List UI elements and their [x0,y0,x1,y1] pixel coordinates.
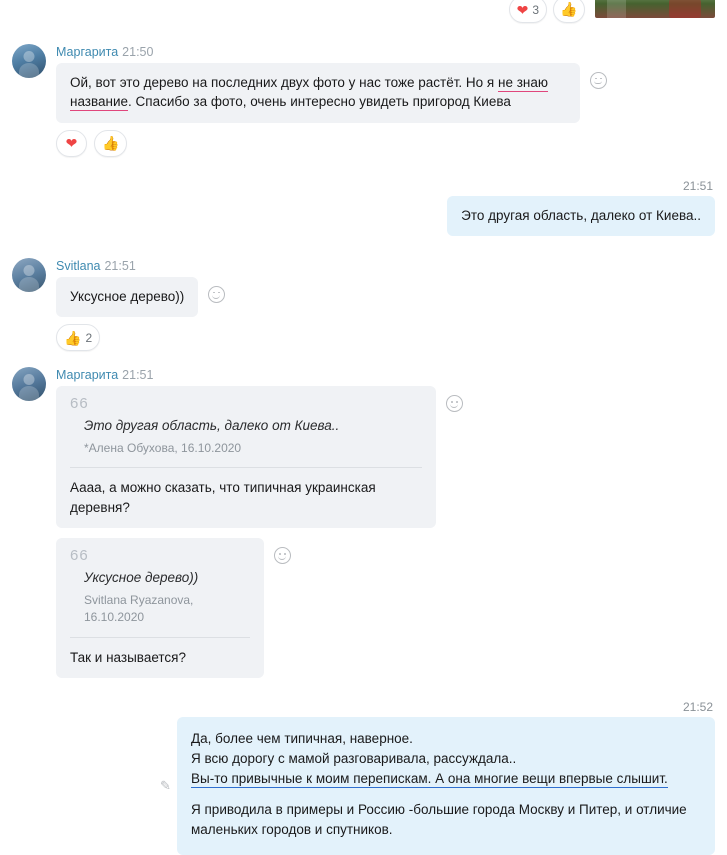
message-line-4: Я приводила в примеры и Россию -большие города Москву и Питер, и отличие маленьких городов и спутников. [191,802,687,837]
message-timestamp: 21:52 [682,700,713,715]
quote-icon: 66 [70,547,89,565]
photo-thumbnail[interactable] [595,0,715,18]
quote-text: Уксусное дерево)) [84,570,199,586]
message-timestamp: 21:51 [682,178,713,193]
message-line-3 [191,769,701,789]
message-text: Аааа, а можно сказать, что типичная украинская деревня? [70,480,376,515]
message-sender: Маргарита 21:50 [56,45,154,59]
avatar[interactable] [12,367,46,401]
thumbs-up-icon: 👍 [560,1,578,17]
heart-icon: ❤ [65,135,78,152]
reaction-heart-top[interactable] [509,0,547,23]
emoji-button[interactable] [590,72,607,89]
message-bubble: Уксусное дерево)) [56,277,198,318]
reaction-thumbs-up[interactable] [56,324,100,351]
message-bubble-quote-2 [56,538,264,678]
heart-icon: ❤ [516,1,529,18]
divider [70,467,422,468]
message-row-incoming-3 [0,367,727,678]
message-text: Так и называется? [70,649,186,665]
reaction-thumbs-up[interactable] [94,130,127,157]
quote-text: Это другая область, далеко от Киева.. [84,417,340,433]
top-reactions-strip [0,0,727,30]
message-group-outgoing-1 [0,179,727,237]
message-sender: Маргарита 21:51 [56,368,154,383]
quote-author: *Алена Обухова, 16.10.2020 [84,440,242,455]
thumbs-up-icon: 👍 [102,135,120,152]
emoji-button[interactable] [446,395,463,412]
message-row-outgoing-1 [0,196,727,237]
highlighted-text: Вы-то привычные к моим перепискам. А она многие вещи впервые слышит. [191,770,668,786]
avatar[interactable] [12,258,46,292]
reactions [56,324,225,351]
message-row-incoming-2 [0,258,727,351]
quote-icon: 66 [70,394,89,412]
message-row-incoming-1 [0,44,727,157]
message-row-outgoing-2 [0,717,727,855]
quote-author: Svitlana Ryazanova, 16.10.2020 [84,593,194,625]
reaction-thumb-top[interactable] [553,0,585,23]
highlighted-text: не знаю название [70,74,548,110]
reactions [56,130,607,157]
reaction-count: 2 [85,330,93,345]
quoted-message [70,548,250,638]
emoji-button[interactable] [208,286,225,303]
message-bubble: Это другая область, далеко от Киева.. [447,196,715,237]
avatar[interactable] [12,44,46,78]
message-line-2: Я всю дорогу с мамой разговаривала, рассуждала.. [191,750,517,766]
message-line-1: Да, более чем типичная, наверное. [191,731,413,747]
message-sender: Svitlana 21:51 [56,259,136,274]
quoted-message [70,396,422,468]
emoji-button[interactable] [274,547,291,564]
divider [70,637,250,638]
reaction-heart[interactable] [56,130,87,157]
message-bubble-quote-1 [56,386,436,528]
pencil-icon[interactable]: ✎ [160,778,171,793]
message-group-outgoing-2 [0,700,727,855]
thumbs-up-icon: 👍 [64,329,82,346]
message-bubble [177,717,715,855]
message-bubble: Ой, вот это дерево на последних двух фото у нас тоже растёт. Но я не знаю название. Спасибо за фото, очень интересно увидеть пригород Киева [56,63,580,123]
reaction-count: 3 [532,2,539,17]
